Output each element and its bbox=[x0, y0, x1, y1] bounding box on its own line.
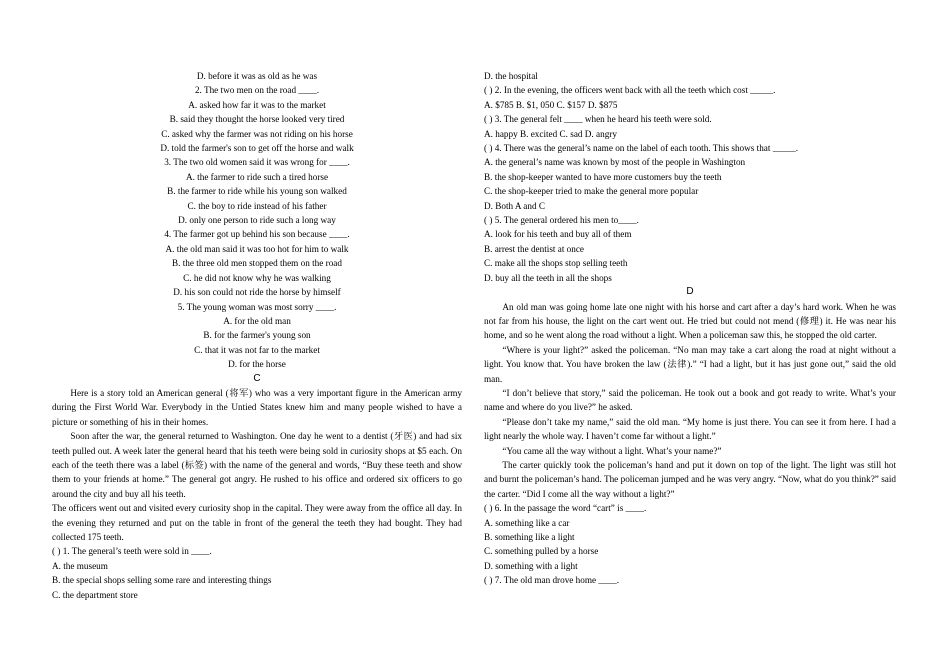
question-stem: ( ) 6. In the passage the word “cart” is ____. bbox=[484, 503, 647, 514]
option-line: A. the farmer to ride such a tired horse bbox=[185, 171, 329, 182]
question-stem: ( ) 4. There was the general’s name on the label of each tooth. This shows that _____. bbox=[484, 143, 798, 154]
option-line: C. the boy to ride instead of his father bbox=[187, 200, 327, 211]
option-line: B. the special shops selling some rare and interesting things bbox=[52, 575, 272, 586]
option-line: A. the museum bbox=[52, 560, 108, 571]
option-line: D. Both A and C bbox=[484, 200, 546, 211]
option-line: C. he did not know why he was walking bbox=[183, 272, 331, 283]
option-line: C. make all the shops stop selling teeth bbox=[484, 258, 628, 269]
passage-paragraph: An old man was going home late one night with his horse and cart after a day’s hard work. When he was not far from his house, the light on the cart went out. He tried but could not mend (修理) it. He was near his home, and so he went along the road without a light. When a policeman saw this, he stopped the old carter. bbox=[484, 301, 896, 341]
right-column bbox=[484, 69, 896, 588]
option-line: A. look for his teeth and buy all of them bbox=[484, 229, 632, 240]
question-stem: ( ) 1. The general’s teeth were sold in ____. bbox=[52, 546, 212, 557]
option-line: A. for the old man bbox=[223, 315, 291, 326]
option-line: A. the general’s name was known by most of the people in Washington bbox=[484, 157, 746, 168]
passage-paragraph: Here is a story told an American general (将军) who was a very important figure in the American army during the First World War. Everybody in the Untied States knew him and many people wished to have a picture or something of his in their homes. bbox=[52, 387, 462, 427]
passage-paragraph: “You came all the way without a light. What’s your name?” bbox=[502, 445, 722, 456]
option-line: A. $785 B. $1, 050 C. $157 D. $875 bbox=[484, 99, 618, 110]
section-heading-d: D bbox=[686, 286, 694, 298]
option-line: B. for the farmer's young son bbox=[203, 330, 311, 341]
question-stem: ( ) 5. The general ordered his men to____. bbox=[484, 215, 639, 226]
option-line: C. asked why the farmer was not riding on his horse bbox=[161, 128, 353, 139]
option-line: D. the hospital bbox=[484, 71, 538, 81]
passage-paragraph: “I don’t believe that story,” said the policeman. He took out a book and got ready to write. What’s your name and where do you live?” he asked. bbox=[484, 387, 896, 413]
option-line: B. arrest the dentist at once bbox=[484, 243, 585, 254]
passage-paragraph: The officers went out and visited every curiosity shop in the capital. They were away from the office all day. In the evening they returned and put on the table in front of the general the teeth they had bought. They had collected 175 teeth. bbox=[52, 503, 462, 542]
passage-paragraph: The carter quickly took the policeman’s hand and put it down on top of the light. The light was still hot and burnt the policeman’s hand. The policeman jumped and he was very angry. “Now, what do you think?” said the carter. “Did I come all the way without a light?” bbox=[484, 459, 896, 499]
option-line: A. asked how far it was to the market bbox=[188, 99, 326, 110]
option-line: D. buy all the teeth in all the shops bbox=[484, 272, 612, 283]
left-column bbox=[52, 69, 462, 602]
option-line: A. happy B. excited C. sad D. angry bbox=[484, 128, 617, 139]
option-line: B. something like a light bbox=[484, 532, 575, 542]
passage-paragraph: Soon after the war, the general returned to Washington. One day he went to a dentist (牙医) and had six teeth pulled out. A week later the general heard that his teeth were being sold in curiosity shops at $5 each. On each of the teeth there was a label (标签) with the name of the general and words, “Buy these teeth and show them to your friends at home.” The general got angry. He rushed to his office and ordered six officers to go around the city and buy all his teeth. bbox=[52, 431, 462, 499]
passage-paragraph: “Where is your light?” asked the policeman. “No man may take a cart along the road at night without a light. You know that. You have broken the law (法律).” “I had a light, but it has just gone out,” said the old man. bbox=[484, 344, 896, 384]
question-stem: ( ) 7. The old man drove home ____. bbox=[484, 575, 620, 586]
option-line: D. told the farmer's son to get off the horse and walk bbox=[160, 143, 354, 154]
question-stem: ( ) 2. In the evening, the officers went back with all the teeth which cost _____. bbox=[484, 85, 776, 96]
option-line: D. for the horse bbox=[228, 359, 286, 370]
option-line: C. the shop-keeper tried to make the general more popular bbox=[484, 186, 699, 197]
question-stem: ( ) 3. The general felt ____ when he heard his teeth were sold. bbox=[484, 114, 712, 125]
option-line: A. something like a car bbox=[484, 517, 570, 528]
option-line: D. before it was as old as he was bbox=[196, 71, 318, 81]
question-stem: 5. The young woman was most sorry ____. bbox=[177, 301, 337, 312]
option-line: A. the old man said it was too hot for him to walk bbox=[165, 243, 349, 254]
question-stem: 3. The two old women said it was wrong for ____. bbox=[164, 157, 350, 168]
question-stem: 2. The two men on the road ____. bbox=[194, 85, 320, 96]
option-line: B. the shop-keeper wanted to have more customers buy the teeth bbox=[484, 171, 722, 182]
option-line: D. his son could not ride the horse by himself bbox=[173, 287, 341, 298]
question-stem: 4. The farmer got up behind his son because ____. bbox=[164, 229, 350, 240]
option-line: D. something with a light bbox=[484, 560, 578, 571]
option-line: B. the farmer to ride while his young son walked bbox=[167, 186, 347, 197]
option-line: C. something pulled by a horse bbox=[484, 546, 599, 557]
option-line: B. the three old men stopped them on the road bbox=[172, 258, 342, 269]
section-heading-c: C bbox=[253, 372, 261, 384]
option-line: C. that it was not far to the market bbox=[194, 344, 320, 355]
option-line: D. only one person to ride such a long way bbox=[178, 215, 336, 226]
option-line: B. said they thought the horse looked very tired bbox=[169, 114, 345, 125]
passage-paragraph: “Please don’t take my name,” said the old man. “My home is just there. You can see it from here. I had a light nearly the whole way. I haven’t come far without a light.” bbox=[484, 416, 896, 442]
option-line: C. the department store bbox=[52, 589, 138, 600]
